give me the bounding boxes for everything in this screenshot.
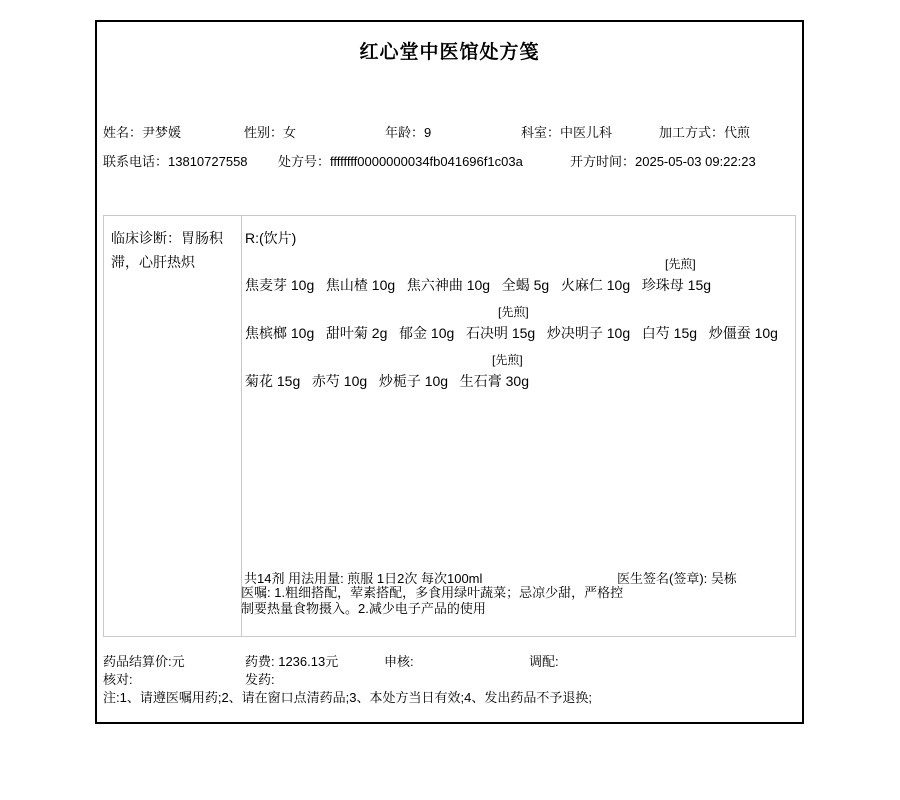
precook-tag-1: [先煎] — [665, 257, 696, 271]
check-field: 核对: — [103, 672, 133, 687]
doctor-signature: 医生签名(签章): 吴栋 — [617, 571, 737, 586]
medicine-row-2: 焦槟榔 10g 甜叶菊 2g 郁金 10g 石决明 15g 炒决明子 10g 白芍 15g 炒僵蚕 10g — [245, 325, 778, 341]
contact-phone: 联系电话：13810727558 — [103, 154, 248, 169]
clinical-diagnosis: 临床诊断：胃肠积滞，心肝热炽 — [111, 230, 223, 270]
diagnosis-column — [104, 216, 242, 636]
medicine-row-3: 菊花 15g 赤芍 10g 炒栀子 10g 生石膏 30g — [245, 373, 529, 389]
medical-advice: 医嘱: 1.粗细搭配，荤素搭配，多食用绿叶蔬菜；忌凉少甜，严格控制要热量食物摄入。2.减少电子产品的使用 — [241, 585, 624, 616]
patient-gender: 性别：女 — [244, 125, 297, 140]
prescription-sheet — [95, 20, 804, 724]
medicine-row-1: 焦麦芽 10g 焦山楂 10g 焦六神曲 10g 全蝎 5g 火麻仁 10g 珍珠母 15g — [245, 277, 712, 293]
clinic-title: 红心堂中医馆处方笺 — [359, 42, 540, 63]
precook-tag-3: [先煎] — [492, 353, 523, 367]
drug-fee: 药费: 1236.13元 — [245, 654, 339, 669]
patient-name: 姓名：尹梦媛 — [103, 125, 182, 140]
prescription-time: 开方时间：2025-05-03 09:22:23 — [570, 154, 756, 169]
patient-age: 年龄：9 — [385, 125, 432, 140]
rx-header: R:(饮片) — [245, 230, 297, 246]
settlement-price: 药品结算价:元 — [103, 654, 185, 669]
precook-tag-2: [先煎] — [498, 305, 529, 319]
footer-note: 注:1、请遵医嘱用药;2、请在窗口点清药品;3、本处方当日有效;4、发出药品不予退换; — [103, 690, 592, 705]
review-field: 申核: — [384, 654, 414, 669]
prescription-body — [103, 215, 796, 637]
prescription-number: 处方号：ffffffff0000000034fb041696f1c03a — [278, 154, 523, 169]
compound-field: 调配: — [529, 654, 559, 669]
processing-method: 加工方式：代煎 — [659, 125, 751, 140]
dispense-field: 发药: — [245, 672, 275, 687]
dosage-usage: 共14剂 用法用量: 煎服 1日2次 每次100ml — [244, 571, 483, 586]
department: 科室：中医儿科 — [521, 125, 613, 140]
